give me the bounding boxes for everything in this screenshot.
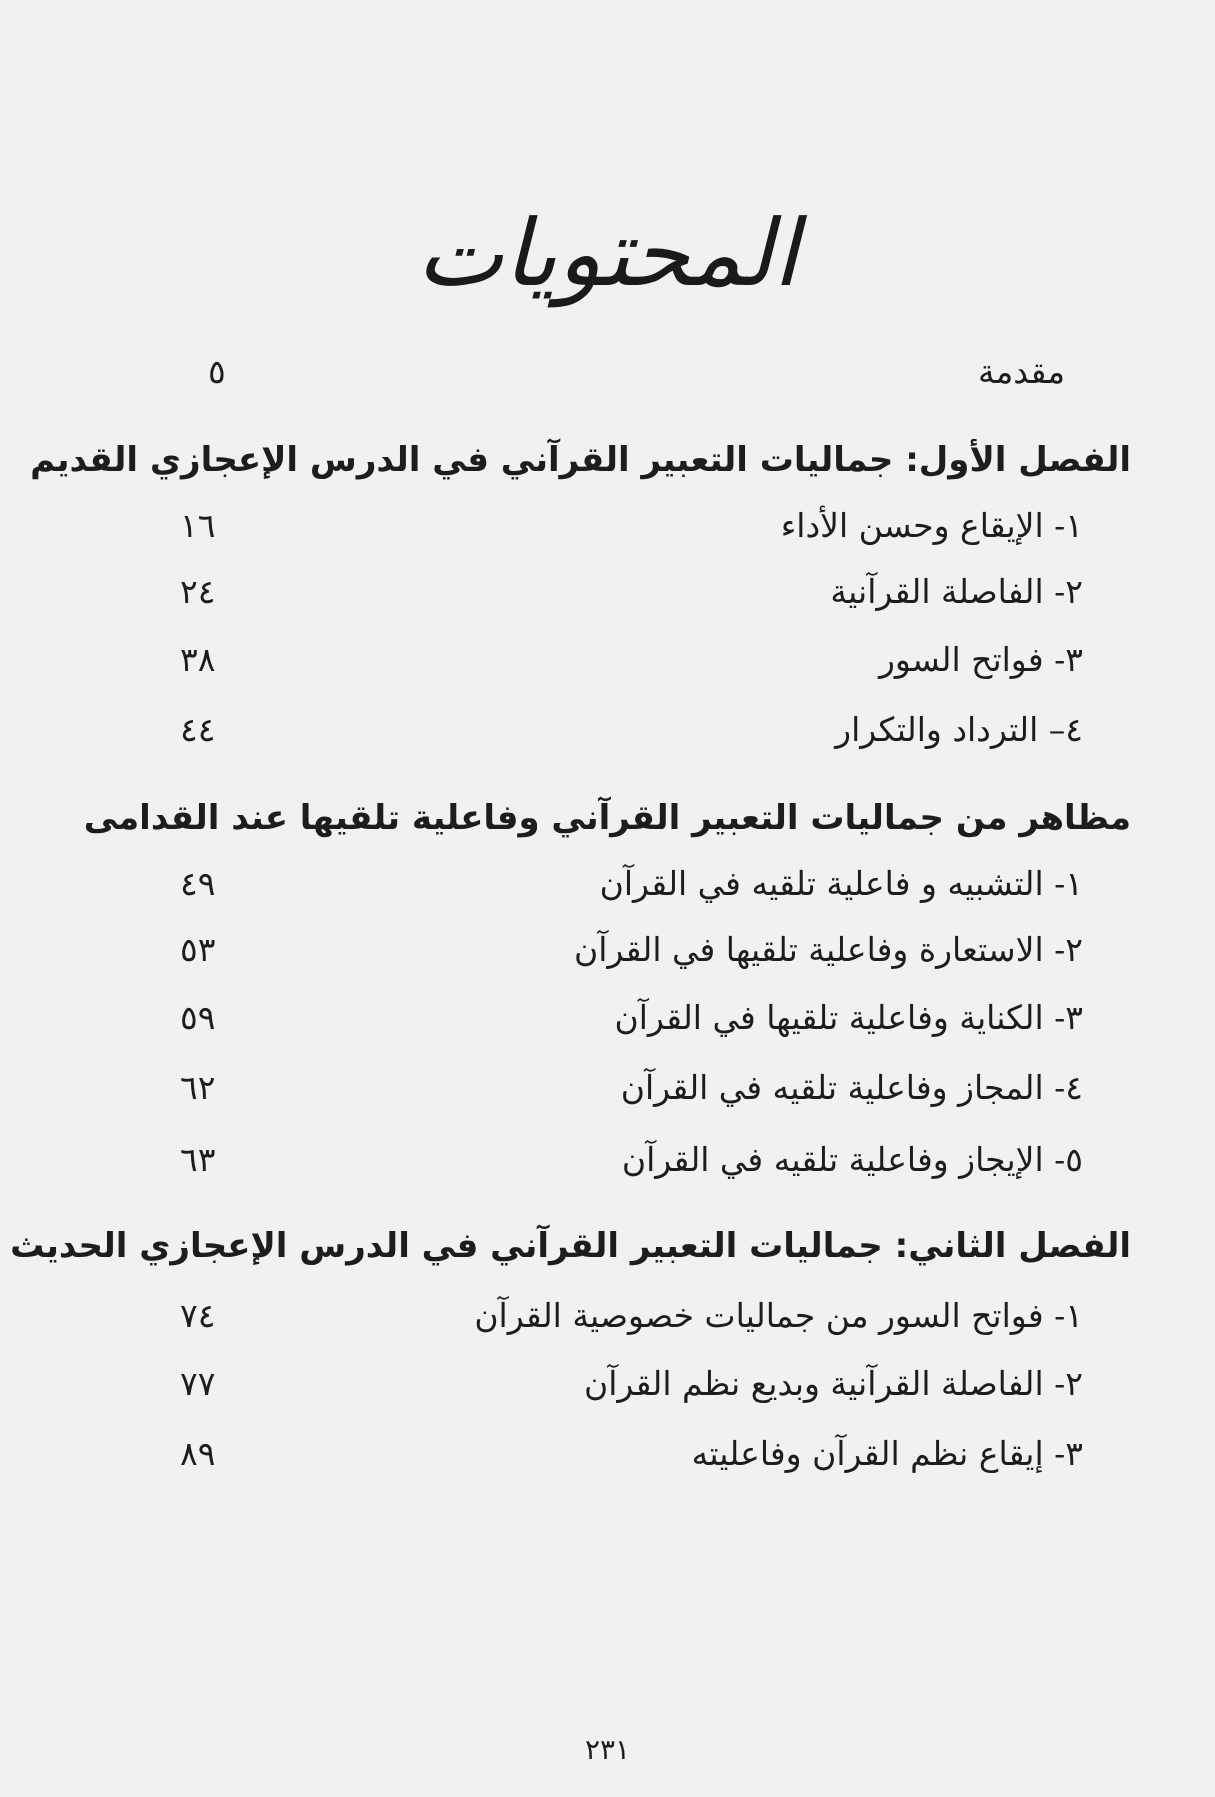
toc-entry	[0, 864, 1215, 924]
toc-entry	[0, 710, 1215, 770]
toc-entry	[0, 506, 1215, 566]
toc-entry	[0, 998, 1215, 1058]
toc-entry-page: ٤٤	[180, 710, 216, 749]
toc-entry-page: ٨٩	[180, 1434, 216, 1473]
toc-entry-title: ٤- المجاز وفاعلية تلقيه في القرآن	[620, 1068, 1083, 1107]
toc-entry-title: مقدمة	[977, 352, 1065, 391]
toc-entry	[0, 1364, 1215, 1424]
toc-entry-page: ١٦	[180, 506, 216, 545]
toc-entry-title: ٤– الترداد والتكرار	[835, 710, 1083, 749]
toc-entry-title: ٢- الفاصلة القرآنية وبديع نظم القرآن	[583, 1364, 1083, 1403]
page-number: ٢٣١	[584, 1733, 631, 1766]
toc-entry	[0, 640, 1215, 700]
toc-entry	[0, 1068, 1215, 1128]
toc-entry-page: ٧٧	[180, 1364, 216, 1403]
page-title: المحتويات	[416, 200, 799, 307]
toc-entry-title: ٢- الفاصلة القرآنية	[830, 572, 1083, 611]
toc-entry-title: ٢- الاستعارة وفاعلية تلقيها في القرآن	[574, 930, 1083, 969]
toc-entry-intro	[0, 352, 1215, 412]
toc-entry-title: ٣- الكناية وفاعلية تلقيها في القرآن	[614, 998, 1083, 1037]
toc-entry-title: ٣- إيقاع نظم القرآن وفاعليته	[691, 1434, 1083, 1473]
toc-entry-page: ٦٣	[180, 1140, 216, 1179]
toc-entry-page: ٥	[208, 352, 226, 391]
section-heading-2: مظاهر من جماليات التعبير القرآني وفاعلية تلقيها عند القدامى	[83, 798, 1131, 838]
toc-entry-page: ٢٤	[180, 572, 216, 611]
toc-entry-title: ٥- الإيجاز وفاعلية تلقيه في القرآن	[621, 1140, 1083, 1179]
toc-entry-page: ٥٣	[180, 930, 216, 969]
toc-entry-title: ١- الإيقاع وحسن الأداء	[780, 506, 1083, 545]
toc-entry	[0, 572, 1215, 632]
toc-entry-title: ١- التشبيه و فاعلية تلقيه في القرآن	[599, 864, 1083, 903]
section-heading-3: الفصل الثاني: جماليات التعبير القرآني في الدرس الإعجازي الحديث	[10, 1226, 1131, 1266]
toc-entry-page: ٦٢	[180, 1068, 216, 1107]
toc-entry	[0, 1296, 1215, 1356]
toc-entry-title: ١- فواتح السور من جماليات خصوصية القرآن	[474, 1296, 1083, 1335]
toc-entry	[0, 1434, 1215, 1494]
section-heading-1: الفصل الأول: جماليات التعبير القرآني في الدرس الإعجازي القديم	[30, 440, 1131, 480]
toc-entry-page: ٤٩	[180, 864, 216, 903]
toc-entry	[0, 930, 1215, 990]
toc-entry-page: ٧٤	[180, 1296, 216, 1335]
toc-entry	[0, 1140, 1215, 1200]
toc-entry-page: ٥٩	[180, 998, 216, 1037]
toc-entry-title: ٣- فواتح السور	[879, 640, 1083, 679]
toc-entry-page: ٣٨	[180, 640, 216, 679]
